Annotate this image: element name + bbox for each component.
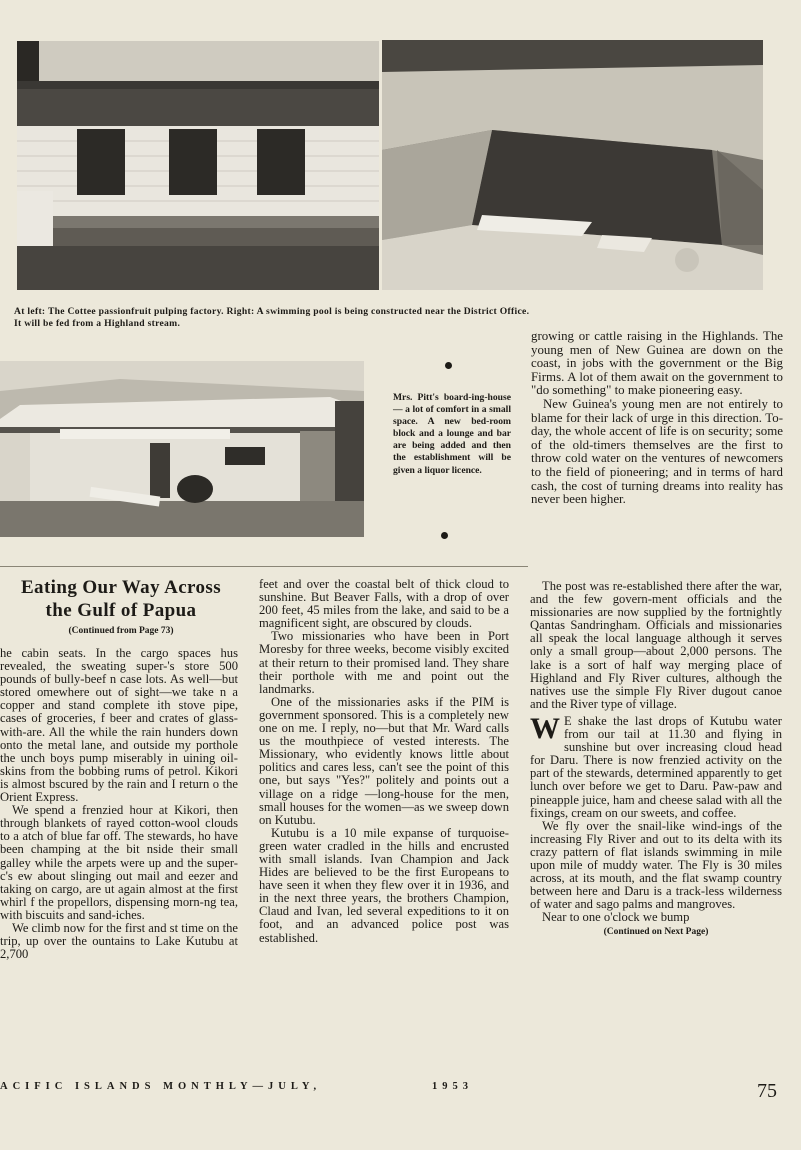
paragraph: Kutubu is a 10 mile expanse of turquoise-green water cradled in the hills and encrusted with small islands. Ivan Champion and Jack Hides are believed to be the first Europeans to have seen it when they flew over it in 1936, and in the next three years, the brothers Champion, Claud and Ivan, led several expeditions to it on foot, and an advanced police post was established. bbox=[259, 825, 509, 945]
bullet-dot-bottom bbox=[441, 532, 448, 539]
footer-publication: ACIFIC ISLANDS MONTHLY—JULY, bbox=[0, 1081, 322, 1092]
footer-year: 1953 bbox=[432, 1081, 473, 1092]
drop-cap: W bbox=[530, 711, 560, 745]
paragraph: Two missionaries who have been in Port Moresby for three weeks, become visibly excited at their return to their promised land. They share their porthole with me and point out the landmarks. bbox=[259, 629, 509, 696]
article-column-1 bbox=[0, 647, 238, 961]
paragraph: feet and over the coastal belt of thick cloud to sunshine. But Beaver Falls, with a drop of over 200 feet, 45 miles from the lake, and said to be a magnificent sight, are obscured by clouds. bbox=[259, 577, 509, 631]
top-right-text bbox=[531, 330, 783, 507]
boarding-house-caption: Mrs. Pitt's board-ing-house — a lot of comfort in a small space. A new bed-room block and a lounge and bar are being added and then the establishment will be given a liquor licence. bbox=[393, 392, 511, 476]
paragraph: One of the missionaries asks if the PIM is government sponsored. This is a completely new one on me. I reply, no—but that Mr. Ward calls us the mouthpiece of vested interests. The Missionary, who evidently knows little about politics and cares less, can't see the point of this one, but says "Yes?" politely and points out a village on a ridge —long-house for the men, small houses for the women—as we sweep down on Kutubu. bbox=[259, 694, 509, 827]
continued-from-note: (Continued from Page 73) bbox=[68, 626, 174, 636]
photo-caption-line2: It will be fed from a Highland stream. bbox=[14, 318, 181, 329]
factory-photo bbox=[17, 41, 379, 290]
paragraph: growing or cattle raising in the Highlands. The young men of New Guinea are down on the coast, in jobs with the government or the Big Firms. A lot of them await on the government to "do something" to make pioneering easy. bbox=[531, 329, 783, 398]
article-headline bbox=[10, 576, 232, 622]
photo-caption-top bbox=[14, 306, 784, 330]
headline-line2: the Gulf of Papua bbox=[45, 600, 197, 621]
article-column-2 bbox=[259, 578, 509, 945]
section-divider bbox=[0, 566, 528, 567]
swimming-pool-photo bbox=[382, 40, 763, 290]
paragraph: New Guinea's young men are not entirely to blame for their lack of urge in this direction. To-day, the whole accent of life is on security; some of the old-timers themselves are the first to throw cold water on the ventures of newcomers to the field of pioneering; and in terms of hard cash, the cost of turning dreams into reality has never been higher. bbox=[531, 396, 783, 507]
paragraph: We climb now for the first and st time on the trip, up over the ountains to Lake Kutubu at 2,700 bbox=[0, 920, 238, 962]
paragraph: Near to one o'clock we bump bbox=[542, 910, 690, 925]
article-column-3 bbox=[530, 580, 782, 940]
page-number: 75 bbox=[757, 1080, 777, 1102]
paragraph: he cabin seats. In the cargo spaces hus revealed, the sweating super-'s store 500 pounds of bully-beef n case lots. As well—but stored omewhere out of sight—we take n a copper and stand complete ith stove pipe, cases of groceries, f beer and crates of glass-with-are. All the while the rain hunders down onto the metal lane, and outside my porthole the unch boys pump miserably in uining oil-skins from the bobbing rums of petrol. Kikori is almost bscured by the rain and I return o the Orient Express. bbox=[0, 646, 238, 805]
dropcap-paragraph-text: E shake the last drops of Kutubu water from our tail at 11.30 and flying in sunshine but over increasing cloud head for Daru. There is now frenzied activity on the part of the stewards, determined apparently to get lunch over before we get to Daru. Paw-paw and pineapple juice, ham and cheese salad with all the fixings, cream on our sweets, and coffee. bbox=[530, 713, 782, 820]
continued-on-note: (Continued on Next Page) bbox=[603, 927, 709, 938]
photo-caption-line1: At left: The Cottee passionfruit pulping factory. Right: A swimming pool is being constructed near the District Office. bbox=[14, 306, 530, 317]
paragraph: The post was re-established there after the war, and the few govern-ment officials and the missionaries are now supplied by the fortnightly Qantas Sandringham. Officials and missionaries all speak the local language although it serves only a small group—about 2,000 persons. The lake is a sort of half way merging place of Highland and Fly River cultures, although the natives use the simple Fly River dugout canoe and the River type of village. bbox=[530, 579, 782, 711]
headline-line1: Eating Our Way Across bbox=[20, 577, 222, 598]
bullet-dot-top bbox=[445, 362, 452, 369]
paragraph-dropcap bbox=[530, 711, 782, 820]
boarding-house-photo bbox=[0, 361, 364, 537]
paragraph: We spend a frenzied hour at Kikori, then through blankets of rayed cotton-wool clouds to a atch of blue far off. The stewards, ho have been champing at the bit nside their small galley while the arpets were up and the super-c's ew about slinging out mail and eezer and taking on cargo, are ut again almost at the first whirl f the propellors, dispensing morn-ng tea, with biscuits and sand-iches. bbox=[0, 803, 238, 922]
paragraph: We fly over the snail-like wind-ings of the increasing Fly River and out to its delta with its crazy pattern of flat islands swimming in mile upon mile of muddy water. The Fly is 30 miles across, at its mouth, and the flat swamp country between here and Daru is a track-less wilderness of water and sago palms and mangroves. bbox=[530, 818, 782, 912]
